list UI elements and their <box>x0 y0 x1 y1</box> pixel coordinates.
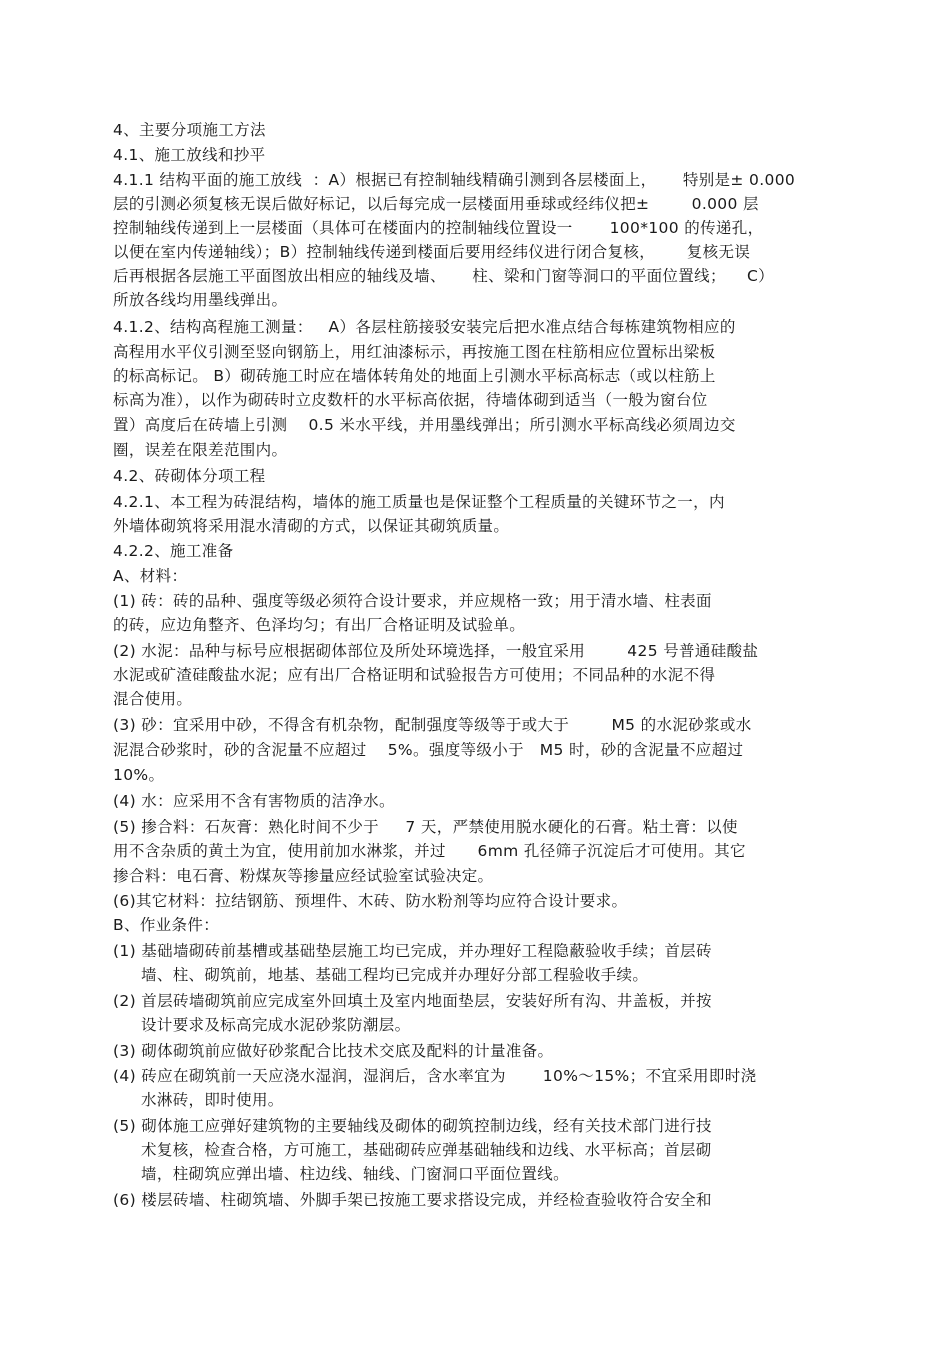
paragraph-line: 以便在室内传递轴线）；B）控制轴线传递到楼面后要用经纬仪进行闭合复核， 复核无误 <box>113 243 751 261</box>
list-item-line: (5) 掺合料：石灰膏：熟化时间不少于 7 天，严禁使用脱水硬化的石膏。粘土膏：以使 <box>113 818 738 836</box>
subsection-heading: 4.2.2、施工准备 <box>113 542 234 560</box>
paragraph-line: 4.1.2、结构高程施工测量： A）各层柱筋接驳安装完后把水准点结合每栋建筑物相应的 <box>113 318 736 336</box>
paragraph-line: 后再根据各层施工平面图放出相应的轴线及墙、 柱、梁和门窗等洞口的平面位置线； C） <box>113 267 774 285</box>
paragraph-line: 控制轴线传递到上一层楼面（具体可在楼面内的控制轴线位置设一 100*100 的传递孔， <box>113 219 764 237</box>
list-item-line: (2) 水泥：品种与标号应根据砌体部位及所处环境选择，一般宜采用 425 号普通硅酸盐 <box>113 642 759 660</box>
list-item-line: (3) 砂：宜采用中砂，不得含有机杂物，配制强度等级等于或大于 M5 的水泥砂浆或水 <box>113 716 752 734</box>
list-item-line: 10%。 <box>113 766 165 784</box>
list-item-line: 用不含杂质的黄土为宜，使用前加水淋浆，并过 6mm 孔径筛子沉淀后才可使用。其它 <box>113 842 746 860</box>
list-item-line: (6)其它材料：拉结钢筋、预埋件、木砖、防水粉剂等均应符合设计要求。 <box>113 892 628 910</box>
list-item-line: (1) 砖：砖的品种、强度等级必须符合设计要求，并应规格一致；用于清水墙、柱表面 <box>113 592 712 610</box>
list-item-line: 掺合料：电石膏、粉煤灰等掺量应经试验室试验决定。 <box>113 867 494 885</box>
paragraph-line: 4.2.1、本工程为砖混结构，墙体的施工质量也是保证整个工程质量的关键环节之一，内 <box>113 493 725 511</box>
list-item-line: 水淋砖，即时使用。 <box>141 1091 284 1109</box>
list-item-line: 设计要求及标高完成水泥砂浆防潮层。 <box>141 1016 411 1034</box>
paragraph-line: 圈，误差在限差范围内。 <box>113 441 288 459</box>
paragraph-line: 高程用水平仪引测至竖向钢筋上，用红油漆标示，再按施工图在柱筋相应位置标出梁板 <box>113 343 716 361</box>
list-item-line: (5) 砌体施工应弹好建筑物的主要轴线及砌体的砌筑控制边线，经有关技术部门进行技 <box>113 1117 712 1135</box>
paragraph-line: 所放各线均用墨线弹出。 <box>113 291 288 309</box>
list-item-line: (6) 楼层砖墙、柱砌筑墙、外脚手架已按施工要求搭设完成，并经检查验收符合安全和 <box>113 1191 712 1209</box>
subsection-heading: 4.2、砖砌体分项工程 <box>113 467 266 485</box>
list-item-line: 水泥或矿渣硅酸盐水泥；应有出厂合格证明和试验报告方可使用；不同品种的水泥不得 <box>113 666 716 684</box>
subsection-heading: 4.1、施工放线和抄平 <box>113 146 266 164</box>
list-item-line: 墙、柱、砌筑前，地基、基础工程均已完成并办理好分部工程验收手续。 <box>141 966 649 984</box>
list-item-line: (2) 首层砖墙砌筑前应完成室外回填土及室内地面垫层，安装好所有沟、井盖板，并按 <box>113 992 712 1010</box>
paragraph-line: 外墙体砌筑将采用混水清砌的方式，以保证其砌筑质量。 <box>113 517 510 535</box>
list-item-line: (4) 水：应采用不含有害物质的洁净水。 <box>113 792 395 810</box>
list-item-line: 泥混合砂浆时，砂的含泥量不应超过 5%。强度等级小于 M5 时，砂的含泥量不应超过 <box>113 741 744 759</box>
section-heading: 4、主要分项施工方法 <box>113 121 266 139</box>
list-item-line: (3) 砌体砌筑前应做好砂浆配合比技术交底及配料的计量准备。 <box>113 1042 554 1060</box>
list-item-line: 混合使用。 <box>113 690 193 708</box>
paragraph-line: 层的引测必须复核无误后做好标记，以后每完成一层楼面用垂球或经纬仪把± 0.000 层 <box>113 195 759 213</box>
list-item-line: 墙，柱砌筑应弹出墙、柱边线、轴线、门窗洞口平面位置线。 <box>141 1165 569 1183</box>
paragraph-line: 标高为准），以作为砌砖时立皮数杆的水平标高依据，待墙体砌到适当（一般为窗台位 <box>113 391 708 409</box>
list-item-line: (4) 砖应在砌筑前一天应浇水湿润，湿润后，含水率宜为 10%～15%；不宜采用即时浇 <box>113 1067 757 1085</box>
list-item-line: 的砖，应边角整齐、色泽均匀；有出厂合格证明及试验单。 <box>113 616 526 634</box>
list-item-line: 术复核，检查合格，方可施工，基础砌砖应弹基础轴线和边线、水平标高；首层砌 <box>141 1141 712 1159</box>
paragraph-line: 置）高度后在砖墙上引测 0.5 米水平线，并用墨线弹出；所引测水平标高线必须周边交 <box>113 416 736 434</box>
list-heading: B、作业条件： <box>113 916 220 934</box>
list-heading: A、材料： <box>113 567 188 585</box>
list-item-line: (1) 基础墙砌砖前基槽或基础垫层施工均已完成，并办理好工程隐蔽验收手续；首层砖 <box>113 942 712 960</box>
paragraph-line: 的标高标记。 B）砌砖施工时应在墙体转角处的地面上引测水平标高标志（或以柱筋上 <box>113 367 716 385</box>
paragraph-line: 4.1.1 结构平面的施工放线 ：A）根据已有控制轴线精确引测到各层楼面上， 特别是± 0.000 <box>113 171 796 189</box>
